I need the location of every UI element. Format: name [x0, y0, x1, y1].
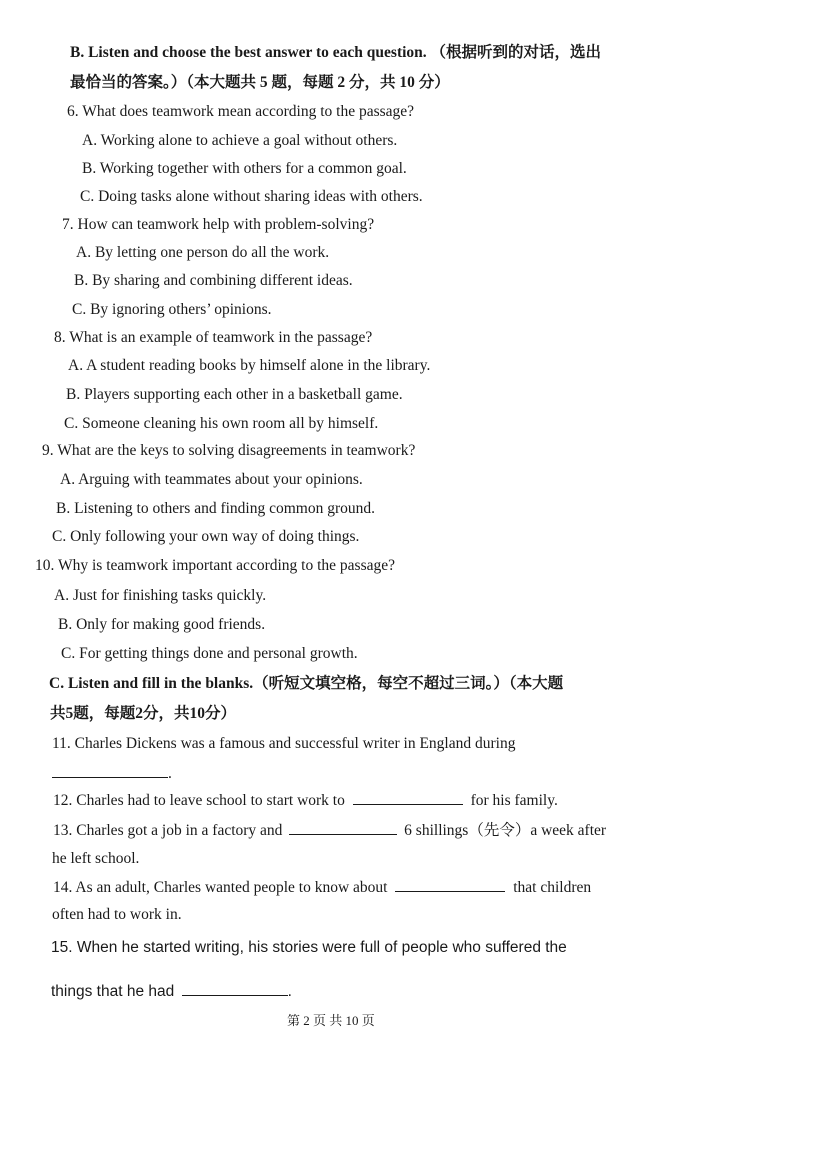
- question-12: 12. Charles had to leave school to start work to for his family.: [53, 792, 558, 809]
- section-c-header-line2: 共5题，每题2分，共10分）: [50, 705, 237, 722]
- question-6-option-b: B. Working together with others for a common goal.: [82, 160, 407, 177]
- question-6-option-a: A. Working alone to achieve a goal without others.: [82, 132, 398, 149]
- question-7-option-c: C. By ignoring others’ opinions.: [72, 301, 272, 318]
- answer-blank-14[interactable]: [395, 877, 505, 892]
- question-8-option-b: B. Players supporting each other in a basketball game.: [66, 386, 403, 403]
- answer-blank-15[interactable]: [182, 981, 288, 996]
- question-10-option-b: B. Only for making good friends.: [58, 616, 266, 633]
- question-8-option-a: A. A student reading books by himself alone in the library.: [68, 357, 431, 374]
- question-13-line2: he left school.: [52, 850, 140, 867]
- question-8-stem: 8. What is an example of teamwork in the passage?: [54, 329, 373, 346]
- question-10-option-a: A. Just for finishing tasks quickly.: [54, 587, 267, 604]
- section-b-header-line2: 最恰当的答案。）（本大题共 5 题，每题 2 分，共 10 分）: [70, 74, 450, 91]
- question-13-line1: 13. Charles got a job in a factory and 6 shillings（先令）a week after: [53, 822, 607, 839]
- question-7-stem: 7. How can teamwork help with problem-solving?: [62, 216, 375, 233]
- section-b-header-line1: B. Listen and choose the best answer to each question. （根据听到的对话，选出: [70, 44, 602, 61]
- answer-blank-13[interactable]: [289, 820, 397, 835]
- section-c-header-line1: C. Listen and fill in the blanks.（听短文填空格，每空不超过三词。）（本大题: [49, 675, 564, 692]
- answer-blank-11[interactable]: [52, 763, 168, 778]
- question-15-line1: 15. When he started writing, his stories were full of people who suffered the: [51, 939, 567, 956]
- question-14-line1: 14. As an adult, Charles wanted people to know about that children: [53, 879, 592, 896]
- question-6-stem: 6. What does teamwork mean according to the passage?: [67, 103, 415, 120]
- question-9-option-a: A. Arguing with teammates about your opinions.: [60, 471, 363, 488]
- question-7-option-b: B. By sharing and combining different ideas.: [74, 272, 353, 289]
- question-7-option-a: A. By letting one person do all the work.: [76, 244, 330, 261]
- question-10-option-c: C. For getting things done and personal growth.: [61, 645, 358, 662]
- question-9-stem: 9. What are the keys to solving disagreements in teamwork?: [42, 442, 416, 459]
- question-9-option-c: C. Only following your own way of doing things.: [52, 528, 360, 545]
- answer-blank-12[interactable]: [353, 790, 463, 805]
- question-11-line1: 11. Charles Dickens was a famous and successful writer in England during: [52, 735, 516, 752]
- question-11-answer-line: .: [52, 763, 172, 784]
- question-8-option-c: C. Someone cleaning his own room all by himself.: [64, 415, 379, 432]
- page-number: 第 2 页 共 10 页: [287, 1013, 375, 1028]
- question-10-stem: 10. Why is teamwork important according to the passage?: [35, 557, 395, 574]
- question-6-option-c: C. Doing tasks alone without sharing ideas with others.: [80, 188, 423, 205]
- question-9-option-b: B. Listening to others and finding common ground.: [56, 500, 376, 517]
- question-14-line2: often had to work in.: [52, 906, 182, 923]
- question-15-line2: things that he had .: [51, 983, 292, 1000]
